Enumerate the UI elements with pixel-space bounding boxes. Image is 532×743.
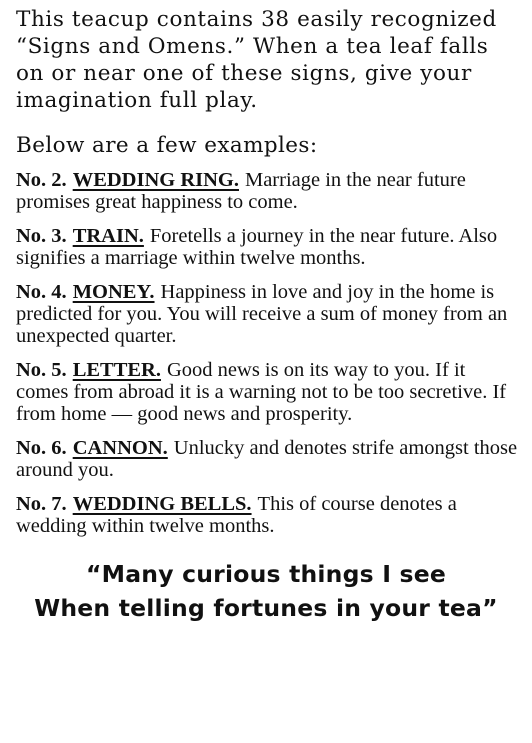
entry-number: No. 5. xyxy=(16,359,67,381)
entry-number: No. 3. xyxy=(16,225,67,247)
entry-name: WEDDING BELLS. xyxy=(72,493,252,515)
entry-description: Foretells a journey in the near future. Also signifies a marriage within twelve months. xyxy=(16,225,498,269)
entry-name: WEDDING RING. xyxy=(72,169,239,191)
entry-letter xyxy=(16,359,522,425)
entry-name: CANNON. xyxy=(72,437,168,459)
entry-money xyxy=(16,281,522,347)
entries-list xyxy=(16,169,522,537)
entry-number: No. 4. xyxy=(16,281,67,303)
entry-number: No. 2. xyxy=(16,169,67,191)
entry-cannon xyxy=(16,437,522,481)
entry-name: LETTER. xyxy=(72,359,161,381)
entry-number: No. 7. xyxy=(16,493,67,515)
intro-paragraph: This teacup contains 38 easily recognized “Signs and Omens.” When a tea leaf falls on or near one of these signs, give your imagination full play. xyxy=(16,7,497,113)
entry-number: No. 6. xyxy=(16,437,67,459)
entry-name: TRAIN. xyxy=(72,225,144,247)
examples-heading: Below are a few examples: xyxy=(16,133,318,158)
entry-description: This of course denotes a wedding within twelve months. xyxy=(16,493,457,537)
entry-name: MONEY. xyxy=(72,281,155,303)
quote-line-1: “Many curious things I see xyxy=(86,560,446,588)
quote-line-2: When telling fortunes in your tea” xyxy=(34,594,498,622)
closing-quote xyxy=(10,557,522,625)
entry-description: Unlucky and denotes strife amongst those around you. xyxy=(16,437,518,481)
entry-wedding-ring xyxy=(16,169,522,213)
entry-description: Happiness in love and joy in the home is predicted for you. You will receive a sum of money from an unexpected quarter. xyxy=(16,281,508,347)
entry-wedding-bells xyxy=(16,493,522,537)
entry-description: Marriage in the near future promises great happiness to come. xyxy=(16,169,466,213)
entry-train xyxy=(16,225,522,269)
entry-description: Good news is on its way to you. If it comes from abroad it is a warning not to be too secretive. If from home — good news and prosperity. xyxy=(16,359,507,425)
